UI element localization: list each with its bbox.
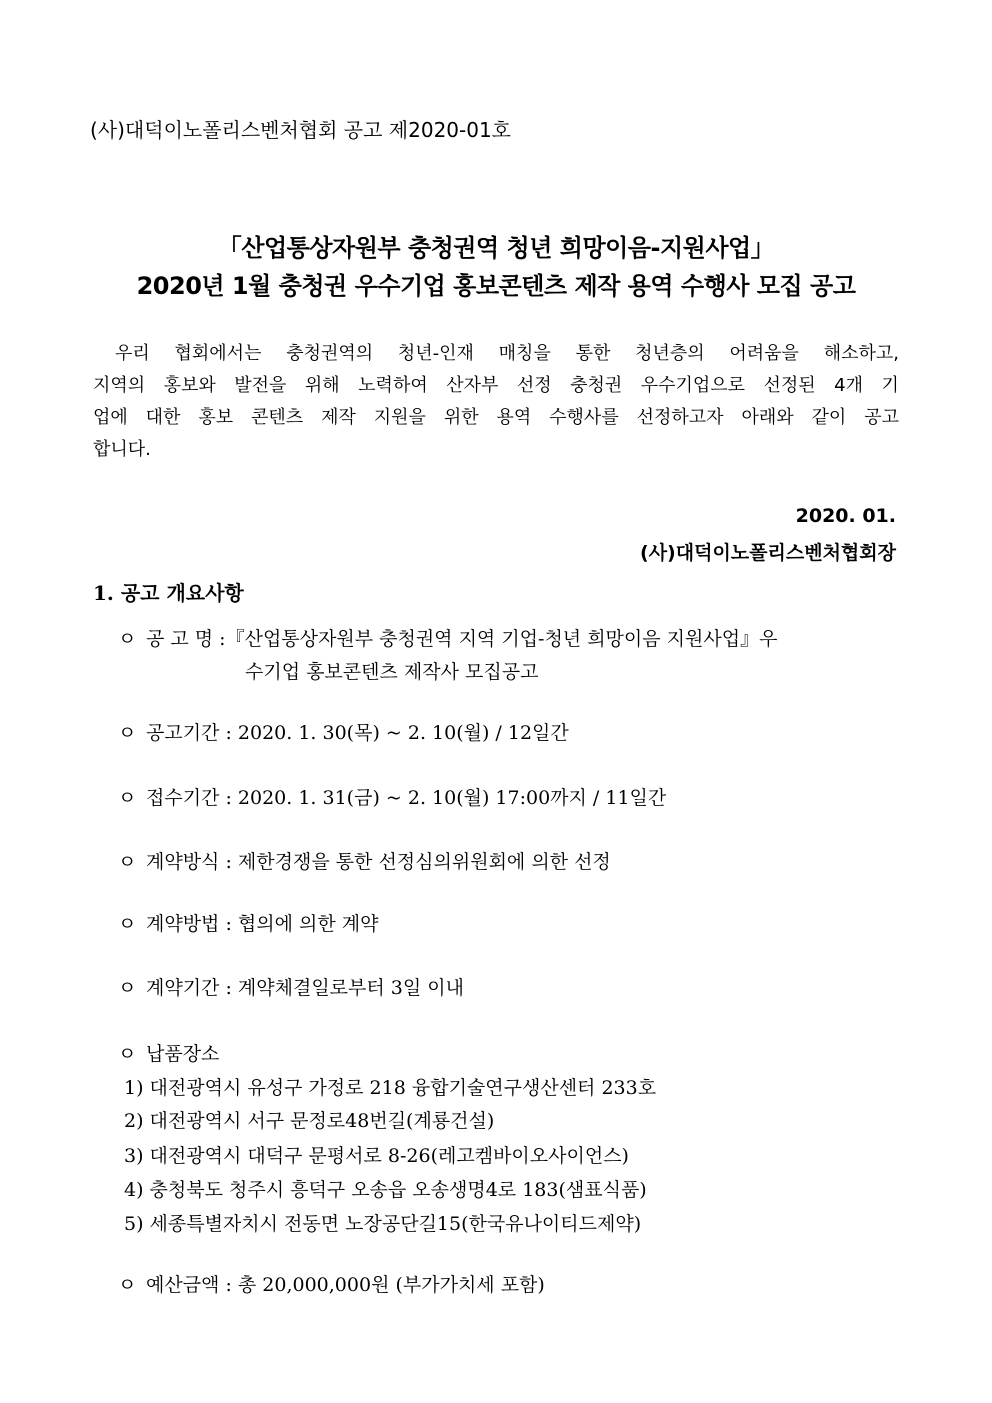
bullet-circle-icon: ㅇ — [118, 913, 137, 935]
intro-paragraph — [93, 338, 899, 466]
intro-line-1: 우리 협회에서는 충청권역의 청년-인재 매칭을 통한 청년층의 어려움을 해소하고, — [115, 343, 899, 364]
bullet-circle-icon: ㅇ — [118, 1274, 137, 1296]
delivery-place: 5) 세종특별자치시 전동면 노장공단길15(한국유나이티드제약) — [124, 1213, 642, 1235]
item-notice-name-label: 공 고 명 : — [146, 628, 226, 650]
bullet-circle-icon: ㅇ — [118, 851, 137, 873]
item-notice-period: ㅇ 공고기간 : 2020. 1. 30(목) ~ 2. 10(월) / 12일간 — [118, 718, 569, 745]
delivery-place: 1) 대전광역시 유성구 가정로 218 융합기술연구생산센터 233호 — [124, 1077, 657, 1099]
bullet-circle-icon: ㅇ — [118, 722, 137, 744]
delivery-place: 3) 대전광역시 대덕구 문평서로 8-26(레고켐바이오사이언스) — [124, 1145, 629, 1167]
intro-line-3: 업에 대한 홍보 콘텐츠 제작 지원을 위한 용역 수행사를 선정하고자 아래와 같이 공고 — [93, 407, 899, 428]
item-contract-period: ㅇ 계약기간 : 계약체결일로부터 3일 이내 — [118, 973, 464, 1000]
title-line-2: 2020년 1월 충청권 우수기업 홍보콘텐츠 제작 용역 수행사 모집 공고 — [136, 272, 856, 300]
delivery-place: 2) 대전광역시 서구 문정로48번길(계룡건설) — [124, 1110, 495, 1132]
item-notice-name-value: 『산업통상자원부 충청권역 지역 기업-청년 희망이음 지원사업』우 — [225, 628, 778, 650]
item-contract-method: ㅇ 계약방법 : 협의에 의한 계약 — [118, 909, 378, 936]
bullet-circle-icon: ㅇ — [118, 1043, 137, 1065]
intro-line-4: 합니다. — [93, 439, 151, 460]
organization-signature: (사)대덕이노폴리스벤처협회장 — [640, 542, 896, 564]
bullet-circle-icon: ㅇ — [118, 628, 137, 650]
delivery-place: 4) 충청북도 청주시 흥덕구 오송읍 오송생명4로 183(샘표식품) — [124, 1179, 647, 1201]
item-contract-type: ㅇ 계약방식 : 제한경쟁을 통한 선정심의위원회에 의한 선정 — [118, 847, 611, 874]
title-line-1: 「산업통상자원부 충청권역 청년 희망이음-지원사업」 — [217, 234, 775, 262]
item-delivery-label: ㅇ 납품장소 — [118, 1039, 219, 1066]
notice-number: (사)대덕이노폴리스벤처협회 공고 제2020-01호 — [90, 118, 512, 142]
item-notice-name — [118, 624, 777, 651]
item-notice-name-continued: 수기업 홍보콘텐츠 제작사 모집공고 — [245, 661, 539, 683]
bullet-circle-icon: ㅇ — [118, 977, 137, 999]
bullet-circle-icon: ㅇ — [118, 787, 137, 809]
notice-date: 2020. 01. — [795, 505, 896, 527]
item-budget: ㅇ 예산금액 : 총 20,000,000원 (부가가치세 포함) — [118, 1270, 545, 1297]
section-title-overview: 1. 공고 개요사항 — [93, 581, 244, 605]
intro-line-2: 지역의 홍보와 발전을 위해 노력하여 산자부 선정 충청권 우수기업으로 선정된 4개 기 — [93, 375, 899, 396]
item-receipt-period: ㅇ 접수기간 : 2020. 1. 31(금) ~ 2. 10(월) 17:00까지 / 11일간 — [118, 783, 666, 810]
